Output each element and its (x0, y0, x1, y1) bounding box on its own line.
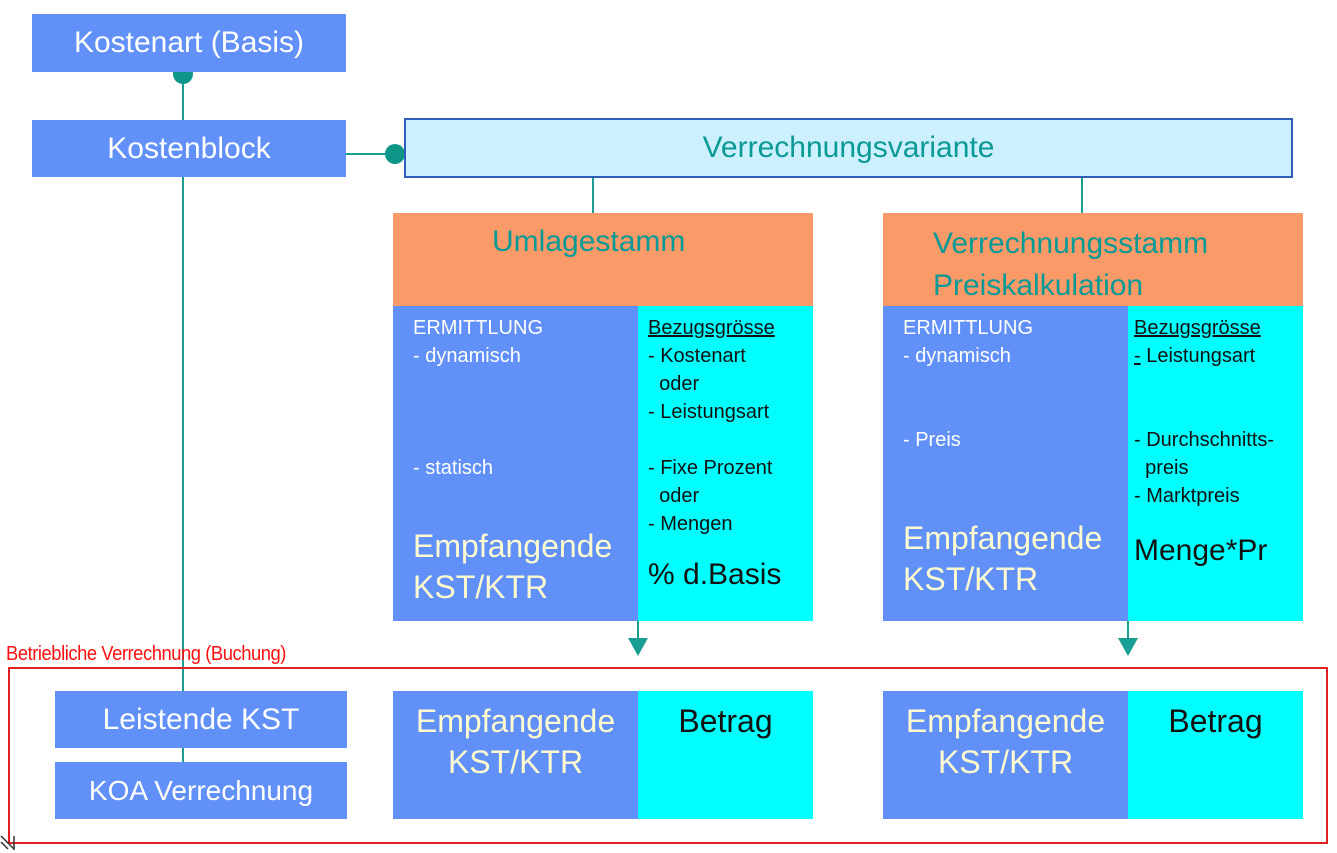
umlage-basis: % d.Basis (648, 558, 782, 591)
umlagestamm-right-panel (638, 306, 813, 621)
umlage-statisch: - statisch (413, 457, 494, 479)
bottom2-empfangende-box (883, 691, 1128, 819)
umlagestamm-title: Umlagestamm (492, 225, 686, 258)
umlage-ermittlung: ERMITTLUNG (413, 317, 543, 339)
bottom2-empfangende-1: Empfangende (905, 703, 1106, 739)
connector-variante-verrechnung (1081, 176, 1083, 214)
leistende-kst-box (55, 691, 347, 748)
bottom1-empfangende-1: Empfangende (415, 703, 616, 739)
bottom2-betrag: Betrag (1168, 703, 1263, 739)
verr-dynamisch: - dynamisch (903, 345, 1011, 367)
betriebliche-verrechnung-label: Betriebliche Verrechnung (Buchung) (6, 643, 286, 665)
verrechnungsstamm-header (883, 213, 1303, 306)
verr-empfangende-1: Empfangende (903, 520, 1103, 556)
umlage-bezug-5: oder (648, 485, 700, 507)
umlage-bezug-6: - Mengen (648, 513, 733, 535)
umlage-bezug-4: - Fixe Prozent (648, 457, 773, 479)
umlagestamm-left-panel (393, 306, 638, 621)
verr-empfangende-2: KST/KTR (903, 561, 1039, 597)
verr-bezug-1: Leistungsart (1140, 345, 1256, 367)
bottom2-empfangende-2: KST/KTR (937, 744, 1074, 780)
kostenart-label: Kostenart (Basis) (73, 26, 305, 59)
kostenart-box (32, 14, 346, 72)
koa-verrechnung-box (55, 762, 347, 819)
verr-bezug-title: Bezugsgrösse (1134, 317, 1261, 339)
umlage-dynamisch: - dynamisch (413, 345, 521, 367)
bottom1-betrag-box (638, 691, 813, 819)
bottom1-empfangende-box (393, 691, 638, 819)
connector-kostenblock-leistende (182, 176, 184, 692)
verrechnungsstamm-left-panel (883, 306, 1128, 621)
corner-handle-icon (0, 834, 18, 852)
umlage-bezug-title: Bezugsgrösse (648, 317, 775, 339)
connector-dot-right (385, 144, 405, 164)
arrow-umlage-head-icon (628, 638, 648, 656)
verrechnungsstamm-right-panel (1128, 306, 1303, 621)
umlage-empfangende-2: KST/KTR (413, 569, 549, 605)
umlage-empfangende-1: Empfangende (413, 528, 613, 564)
kostenblock-box (32, 120, 346, 177)
umlagestamm-header (393, 213, 813, 306)
arrow-verrechnung-head-icon (1118, 638, 1138, 656)
verr-bezug-1-dash: - (1134, 345, 1141, 367)
verr-bezug-2: - Durchschnitts- (1134, 429, 1275, 451)
verr-ermittlung: ERMITTLUNG (903, 317, 1033, 339)
bottom1-betrag: Betrag (678, 703, 773, 739)
verr-menge: Menge*Pr (1134, 534, 1268, 567)
verrechnungsstamm-title-2: Preiskalkulation (933, 269, 1144, 302)
bottom1-empfangende-2: KST/KTR (447, 744, 584, 780)
bottom2-betrag-box (1128, 691, 1303, 819)
verr-bezug-4: - Marktpreis (1134, 485, 1240, 507)
leistende-kst-label: Leistende KST (102, 702, 300, 736)
verrechnungsvariante-box (404, 118, 1293, 178)
verr-preis: - Preis (903, 429, 961, 451)
umlage-bezug-2: oder (648, 373, 700, 395)
koa-verrechnung-label: KOA Verrechnung (88, 774, 314, 806)
umlage-bezug-1: - Kostenart (648, 345, 746, 367)
connector-variante-umlage (592, 176, 594, 214)
kostenblock-label: Kostenblock (107, 131, 271, 165)
verrechnungsvariante-label: Verrechnungsvariante (702, 131, 995, 164)
umlage-bezug-3: - Leistungsart (648, 401, 770, 423)
verrechnungsstamm-title-1: Verrechnungsstamm (933, 227, 1209, 260)
verr-bezug-3: preis (1134, 457, 1189, 479)
